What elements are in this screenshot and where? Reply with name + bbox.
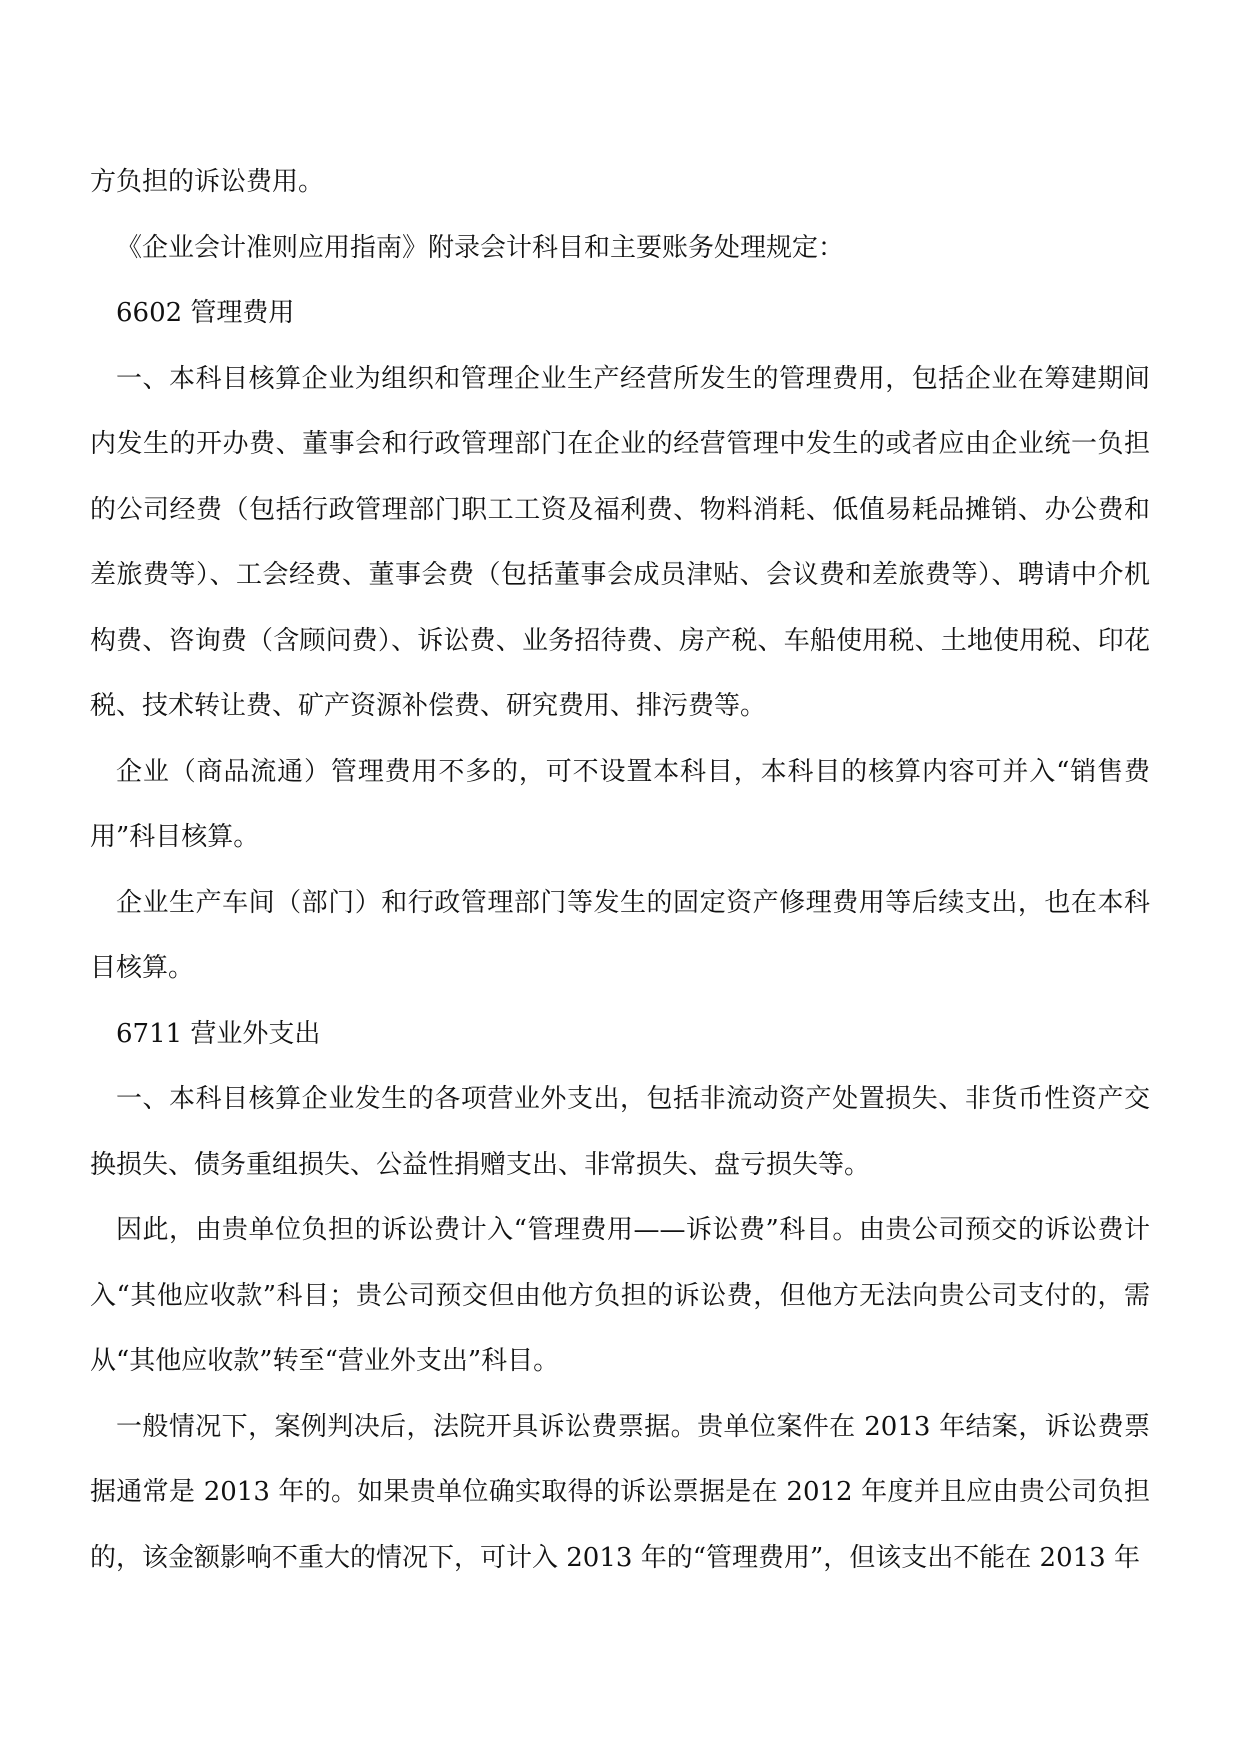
paragraph-guideline-reference: 《企业会计准则应用指南》附录会计科目和主要账务处理规定：	[116, 232, 845, 263]
paragraph-6711-scope: 一、本科目核算企业发生的各项营业外支出，包括非流动资产处置损失、非货币性资产交换损失、债务重组损失、公益性捐赠支出、非常损失、盘亏损失等。	[90, 1084, 1150, 1180]
document-body	[90, 150, 1150, 1591]
paragraph-continuation: 方负担的诉讼费用。	[90, 167, 325, 197]
heading-6711-non-operating-expenses: 6711 营业外支出	[116, 1018, 321, 1049]
paragraph-conclusion: 因此，由贵单位负担的诉讼费计入“管理费用——诉讼费”科目。由贵公司预交的诉讼费计入“其他应收款”科目；贵公司预交但由他方负担的诉讼费，但他方无法向贵公司支付的，需从“其他应收款”转至“营业外支出”科目。	[90, 1215, 1150, 1376]
paragraph-commodity-circulation: 企业（商品流通）管理费用不多的，可不设置本科目，本科目的核算内容可并入“销售费用”科目核算。	[90, 756, 1150, 852]
paragraph-general-case: 一般情况下，案例判决后，法院开具诉讼费票据。贵单位案件在 2013 年结案，诉讼费票据通常是 2013 年的。如果贵单位确实取得的诉讼票据是在 2012 年度并且应由贵公司负担的，该金额影响不重大的情况下，可计入 2013 年的“管理费用”，但该支出不能在 2013 年	[90, 1411, 1150, 1573]
paragraph-fixed-asset-repair: 企业生产车间（部门）和行政管理部门等发生的固定资产修理费用等后续支出，也在本科目核算。	[90, 887, 1150, 983]
paragraph-6602-scope: 一、本科目核算企业为组织和管理企业生产经营所发生的管理费用，包括企业在筹建期间内发生的开办费、董事会和行政管理部门在企业的经营管理中发生的或者应由企业统一负担的公司经费（包括行政管理部门职工工资及福利费、物料消耗、低值易耗品摊销、办公费和差旅费等）、工会经费、董事会费（包括董事会成员津贴、会议费和差旅费等）、聘请中介机构费、咨询费（含顾问费）、诉讼费、业务招待费、房产税、车船使用税、土地使用税、印花税、技术转让费、矿产资源补偿费、研究费用、排污费等。	[90, 363, 1150, 721]
heading-6602-admin-expenses: 6602 管理费用	[116, 298, 295, 328]
